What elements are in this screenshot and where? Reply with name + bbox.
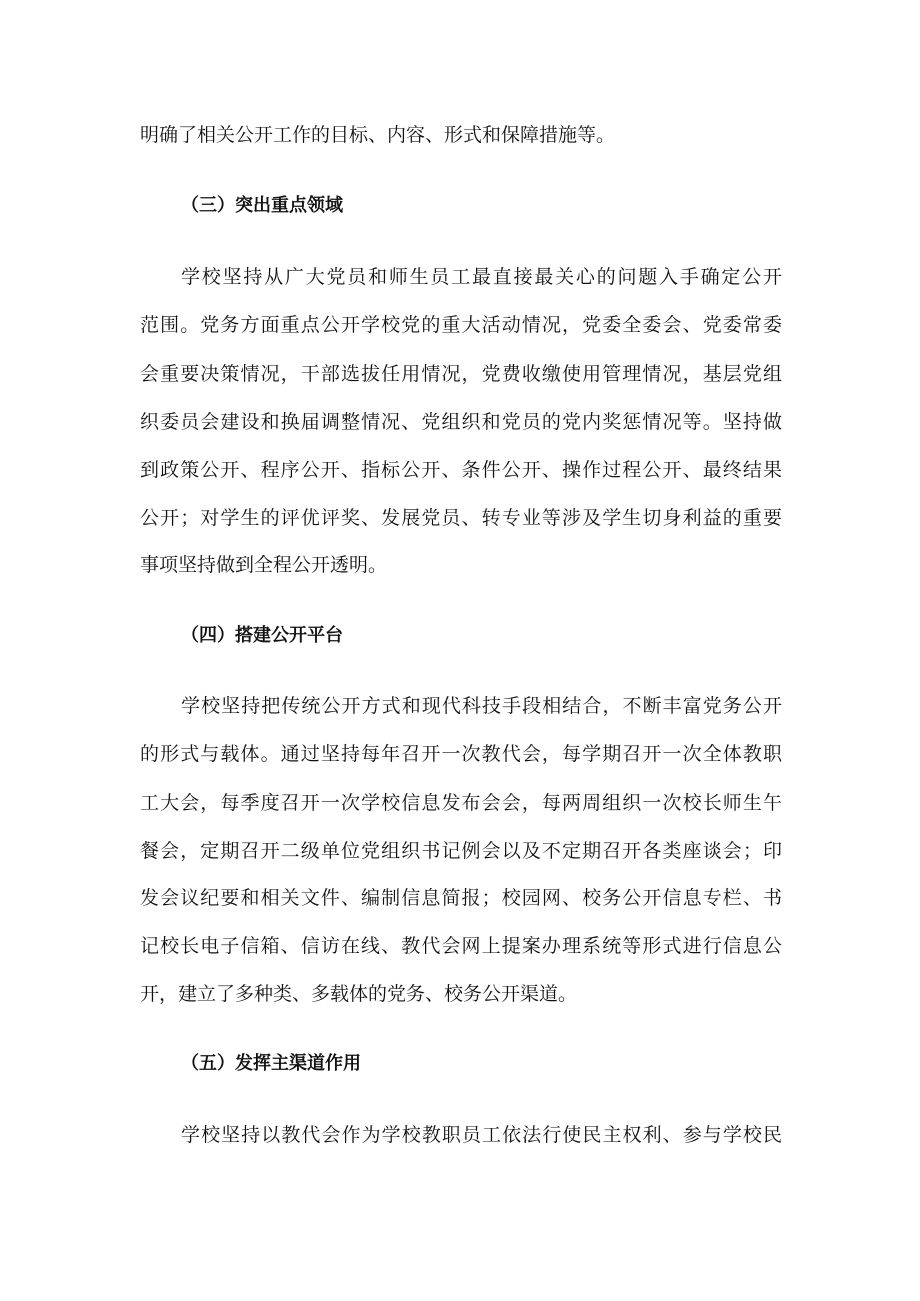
section-4-line-3: 工大会，每季度召开一次学校信息发布会会，每两周组织一次校长师生午 xyxy=(140,792,782,814)
section-4-line-7: 开，建立了多种类、多载体的党务、校务公开渠道。 xyxy=(140,983,578,1005)
section-3-line-6: 公开；对学生的评优评奖、发展党员、转专业等涉及学生切身利益的重要 xyxy=(140,507,782,529)
section-4-line-1: 学校坚持把传统公开方式和现代科技手段相结合，不断丰富党务公开 xyxy=(181,695,782,717)
section-3-line-7: 事项坚持做到全程公开透明。 xyxy=(140,554,388,576)
section-5-line-1: 学校坚持以教代会作为学校教职员工依法行使民主权利、参与学校民 xyxy=(181,1124,782,1146)
section-3-line-5: 到政策公开、程序公开、指标公开、条件公开、操作过程公开、最终结果 xyxy=(140,459,782,481)
section-4-line-2: 的形式与载体。通过坚持每年召开一次教代会，每学期召开一次全体教职 xyxy=(140,743,782,765)
section-5-heading: （五）发挥主渠道作用 xyxy=(181,1053,361,1074)
intro-line-1: 明确了相关公开工作的目标、内容、形式和保障措施等。 xyxy=(140,124,616,146)
section-4-line-4: 餐会，定期召开二级单位党组织书记例会以及不定期召开各类座谈会；印 xyxy=(140,840,782,862)
section-3-line-4: 织委员会建设和换届调整情况、党组织和党员的党内奖惩情况等。坚持做 xyxy=(140,411,782,433)
section-4-line-5: 发会议纪要和相关文件、编制信息简报；校园网、校务公开信息专栏、书 xyxy=(140,887,782,909)
section-3-line-3: 会重要决策情况，干部选拔任用情况，党费收缴使用管理情况，基层党组 xyxy=(140,363,782,385)
section-3-line-2: 范围。党务方面重点公开学校党的重大活动情况，党委全委会、党委常委 xyxy=(140,314,782,336)
section-4-heading: （四）搭建公开平台 xyxy=(181,625,343,646)
section-3-heading: （三）突出重点领域 xyxy=(181,195,343,216)
section-4-line-6: 记校长电子信箱、信访在线、教代会网上提案办理系统等形式进行信息公 xyxy=(140,935,782,957)
section-3-line-1: 学校坚持从广大党员和师生员工最直接最关心的问题入手确定公开 xyxy=(181,266,782,288)
